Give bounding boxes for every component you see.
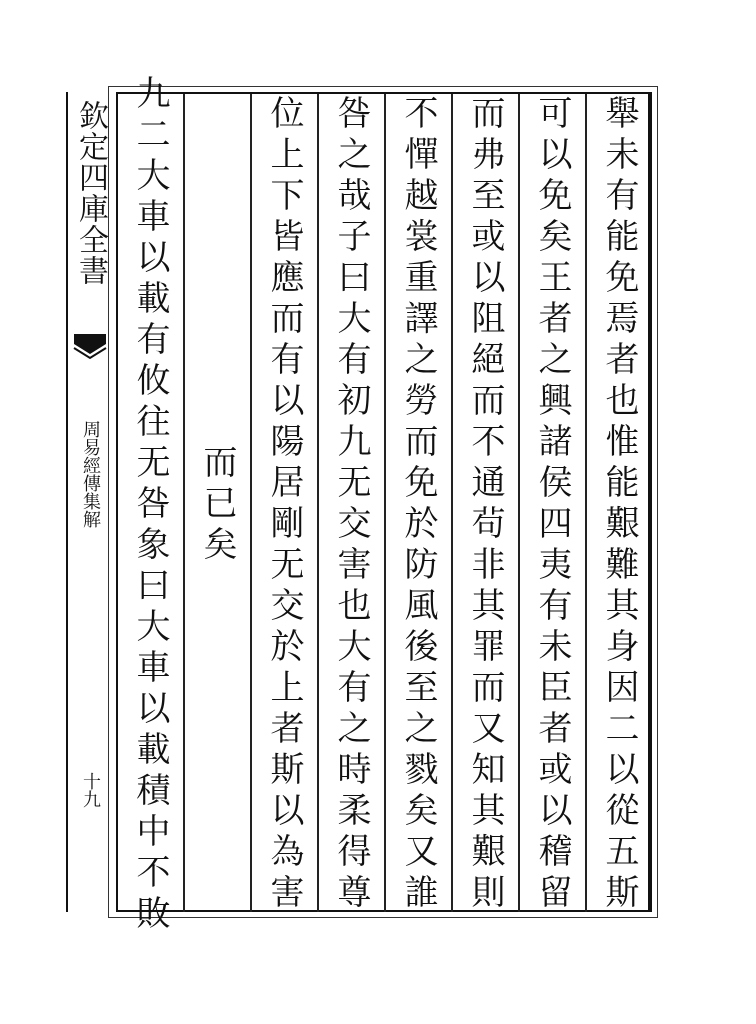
fishtail-ornament-icon [72, 330, 108, 362]
book-title: 欽定四庫全書 [73, 100, 108, 286]
page-number: 十九 [80, 772, 101, 808]
text-column-7: 而已矣 [197, 443, 237, 567]
text-column-8: 九二大車以載有攸往无咎象曰大車以載積中不敗 [130, 74, 170, 936]
text-column-4: 不憚越裳重譯之勞而免於防風後至之戮矣又誰 [398, 95, 438, 915]
text-column-1: 舉未有能免焉者也惟能艱難其身因二以從五斯 [599, 95, 639, 915]
text-column-3: 而弗至或以阻絕而不通茍非其罪而又知其艱則 [465, 95, 505, 915]
text-column-6: 位上下皆應而有以陽居剛无交於上者斯以為害 [264, 95, 304, 915]
text-column-5: 咎之哉子曰大有初九无交害也大有之時柔得尊 [331, 95, 371, 915]
text-column-2: 可以免矣王者之興諸侯四夷有未臣者或以稽留 [532, 95, 572, 915]
section-title: 周易經傳集解 [80, 420, 101, 528]
